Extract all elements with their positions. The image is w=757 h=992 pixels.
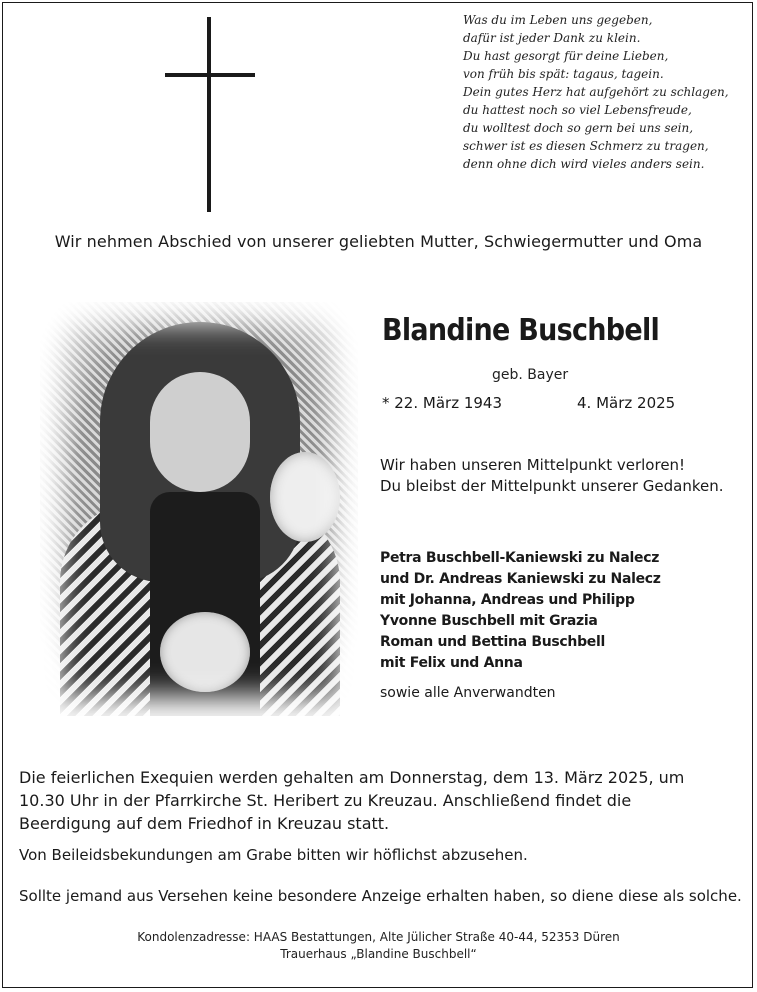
poem-line: du wolltest doch so gern bei uns sein, <box>463 121 694 135</box>
mourner-line: Roman und Bettina Buschbell <box>380 634 605 650</box>
portrait-photo <box>40 302 358 716</box>
birth-name: geb. Bayer <box>492 367 569 383</box>
poem-line: denn ohne dich wird vieles anders sein. <box>463 157 705 171</box>
notice-statement: Sollte jemand aus Versehen keine besondere Anzeige erhalten haben, so diene diese als solche. <box>19 887 742 905</box>
poem-line: Dein gutes Herz hat aufgehört zu schlagen, <box>463 85 729 99</box>
quote-line: Wir haben unseren Mittelpunkt verloren! <box>380 456 686 474</box>
quote-line: Du bleibst der Mittelpunkt unserer Gedanken. <box>380 477 724 495</box>
portrait-vignette <box>40 302 358 716</box>
cross-vertical-bar <box>207 17 211 212</box>
mourner-line: Petra Buschbell-Kaniewski zu Nalecz <box>380 550 660 566</box>
poem-line: Was du im Leben uns gegeben, <box>463 13 653 27</box>
service-details <box>19 766 739 835</box>
mourner-line: mit Johanna, Andreas und Philipp <box>380 592 635 608</box>
mourner-line: mit Felix und Anna <box>380 655 523 671</box>
contact-line-address: Kondolenzadresse: HAAS Bestattungen, Alte Jülicher Straße 40-44, 52353 Düren <box>137 930 620 944</box>
portrait-content <box>40 302 358 716</box>
mourner-line: Yvonne Buschbell mit Grazia <box>380 613 598 629</box>
deceased-name: Blandine Buschbell <box>382 313 660 348</box>
farewell-intro: Wir nehmen Abschied von unserer geliebten Mutter, Schwiegermutter und Oma <box>54 232 703 251</box>
memorial-quote <box>380 455 724 497</box>
mourners-list <box>380 548 661 674</box>
poem-line: von früh bis spät: tagaus, tagein. <box>463 67 664 81</box>
poem-line: dafür ist jeder Dank zu klein. <box>463 31 641 45</box>
poem-line: Du hast gesorgt für deine Lieben, <box>463 49 669 63</box>
service-line: 10.30 Uhr in der Pfarrkirche St. Heribert zu Kreuzau. Anschließend findet die <box>19 791 632 810</box>
service-line: Beerdigung auf dem Friedhof in Kreuzau statt. <box>19 814 390 833</box>
poem-line: du hattest noch so viel Lebensfreude, <box>463 103 692 117</box>
contact-address <box>0 929 757 963</box>
cross-horizontal-bar <box>165 73 255 77</box>
other-relatives: sowie alle Anverwandten <box>380 685 556 701</box>
contact-line-house: Trauerhaus „Blandine Buschbell“ <box>280 947 477 961</box>
poem <box>463 11 748 173</box>
condolence-request: Von Beileidsbekundungen am Grabe bitten wir höflichst abzusehen. <box>19 846 528 864</box>
death-date: 4. März 2025 <box>577 394 676 412</box>
poem-line: schwer ist es diesen Schmerz zu tragen, <box>463 139 709 153</box>
birth-date: * 22. März 1943 <box>382 394 503 412</box>
mourner-line: und Dr. Andreas Kaniewski zu Nalecz <box>380 571 661 587</box>
service-line: Die feierlichen Exequien werden gehalten am Donnerstag, dem 13. März 2025, um <box>19 768 685 787</box>
